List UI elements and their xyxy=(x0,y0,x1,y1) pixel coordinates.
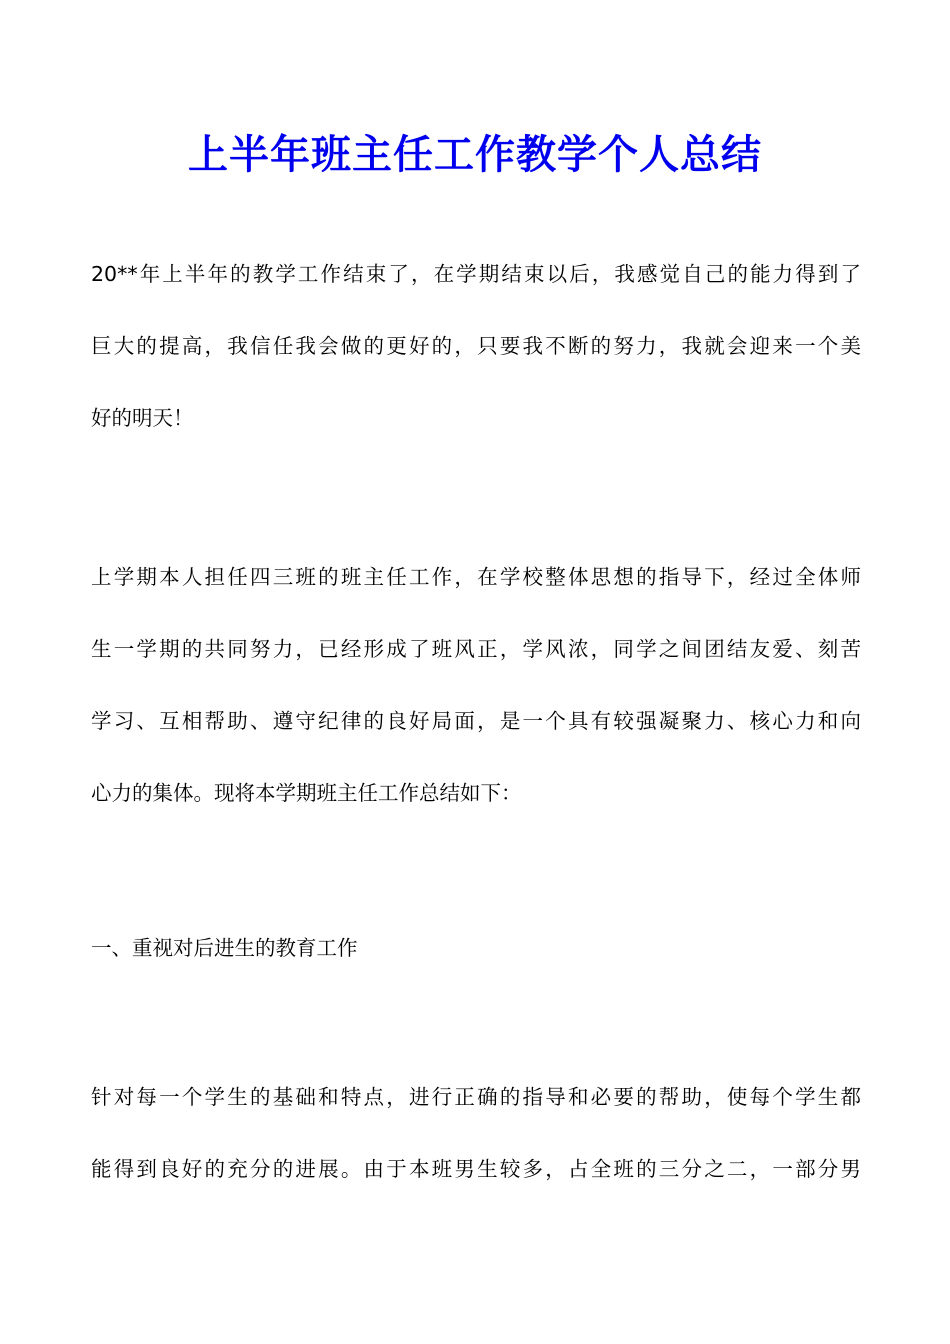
paragraph-line: 针对每一个学生的基础和特点，进行正确的指导和必要的帮助，使每个学生都 xyxy=(91,1085,861,1109)
document-title: 上半年班主任工作教学个人总结 xyxy=(188,132,762,178)
paragraph-line: 上学期本人担任四三班的班主任工作，在学校整体思想的指导下，经过全体师 xyxy=(91,565,861,589)
paragraph-line: 心力的集体。现将本学期班主任工作总结如下： xyxy=(91,781,522,805)
intro-paragraph xyxy=(91,238,861,454)
overview-paragraph xyxy=(91,541,861,829)
paragraph-line: 能得到良好的充分的进展。由于本班男生较多，占全班的三分之二，一部分男 xyxy=(91,1157,861,1181)
section-heading: 一、重视对后进生的教育工作 xyxy=(91,936,358,960)
paragraph-line: 好的明天！ xyxy=(91,406,194,430)
paragraph-line: 巨大的提高，我信任我会做的更好的，只要我不断的努力，我就会迎来一个美 xyxy=(91,334,861,358)
paragraph-line: 生一学期的共同努力，已经形成了班风正，学风浓，同学之间团结友爱、刻苦 xyxy=(91,637,861,661)
paragraph-line: 20**年上半年的教学工作结束了，在学期结束以后，我感觉自己的能力得到了 xyxy=(91,262,861,286)
paragraph-line: 学习、互相帮助、遵守纪律的良好局面，是一个具有较强凝聚力、核心力和向 xyxy=(91,709,861,733)
section-paragraph xyxy=(91,1061,861,1205)
